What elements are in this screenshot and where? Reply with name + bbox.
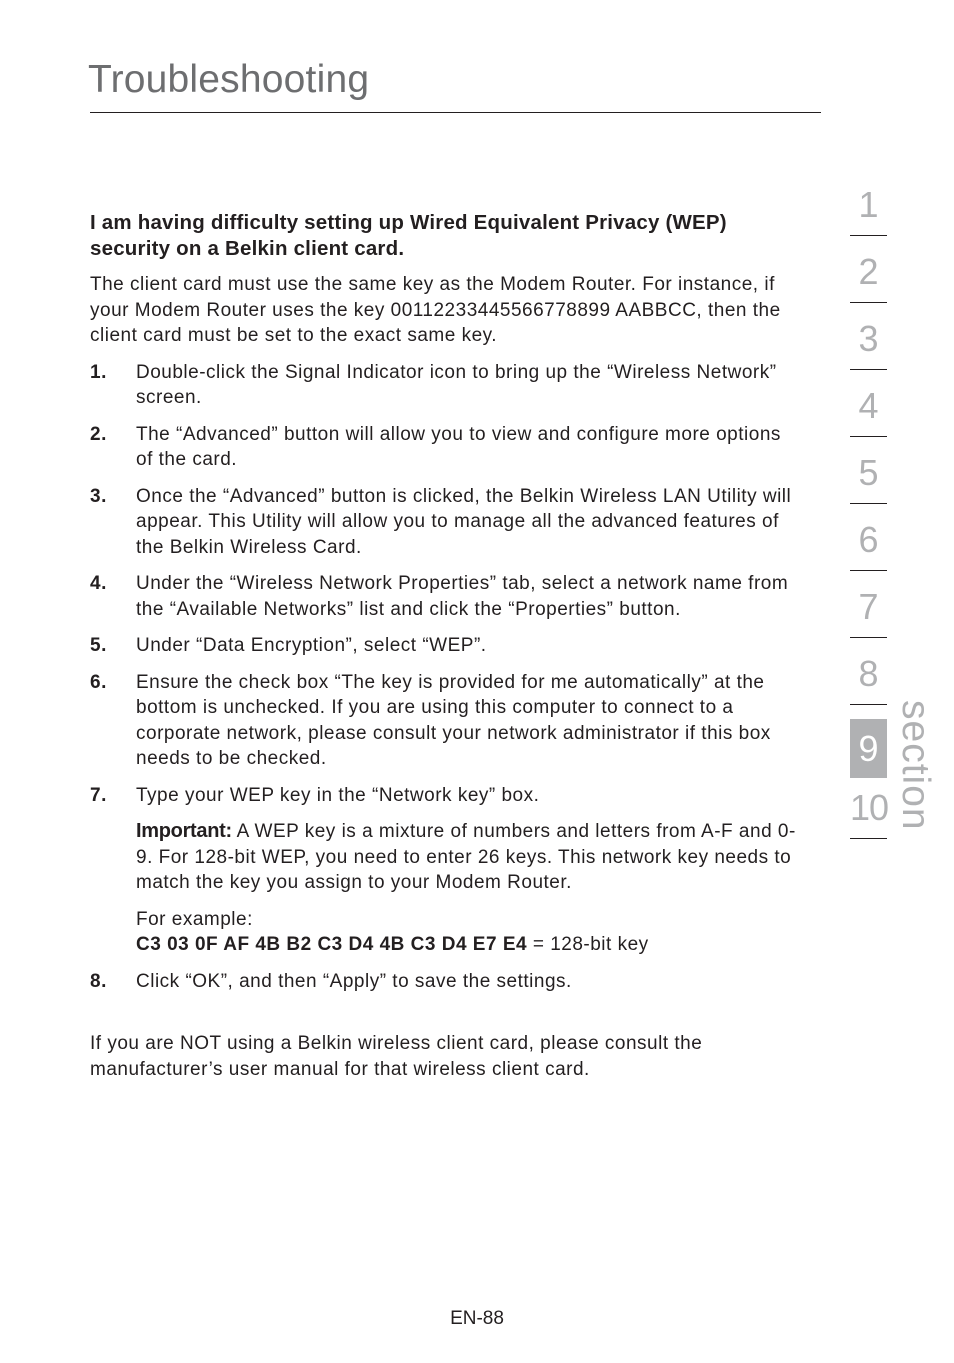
- list-item: [90, 969, 800, 995]
- step-number: 7.: [90, 784, 107, 806]
- section-tab-10[interactable]: 10: [850, 786, 887, 839]
- list-item: [90, 670, 800, 772]
- section-tab-3[interactable]: 3: [850, 317, 887, 370]
- section-tab-7[interactable]: 7: [850, 585, 887, 638]
- step-text: Ensure the check box “The key is provided for me automatically” at the bottom is unchecked. If you are using this computer to connect to a corporate network, please consult your network administrator if this box needs to be checked.: [136, 671, 771, 769]
- important-label: Important:: [136, 820, 232, 842]
- step-number: 8.: [90, 970, 107, 992]
- footer-note: If you are NOT using a Belkin wireless client card, please consult the manufacturer’s user manual for that wireless client card.: [90, 1033, 703, 1080]
- section-tabs: [850, 183, 887, 853]
- step-number: 1.: [90, 361, 107, 383]
- list-item: [90, 360, 800, 411]
- step-text: Once the “Advanced” button is clicked, the Belkin Wireless LAN Utility will appear. This Utility will allow you to manage all the advanced features of the Belkin Wireless Card.: [136, 485, 792, 558]
- step-text: Double-click the Signal Indicator icon to bring up the “Wireless Network” screen.: [136, 361, 777, 408]
- example-key: C3 03 0F AF 4B B2 C3 D4 4B C3 D4 E7 E4: [136, 934, 528, 955]
- step-text: Under “Data Encryption”, select “WEP”.: [136, 635, 487, 656]
- step-number: 5.: [90, 635, 107, 656]
- example-label: For example:: [136, 908, 253, 930]
- important-note: [136, 819, 800, 896]
- section-tab-1[interactable]: 1: [850, 183, 887, 236]
- section-tab-5[interactable]: 5: [850, 451, 887, 504]
- title-divider: [90, 112, 821, 113]
- list-item: [90, 783, 800, 958]
- example-suffix: = 128-bit key: [527, 934, 649, 955]
- step-text: Under the “Wireless Network Properties” tab, select a network name from the “Available Networks” list and click the “Properties” button.: [136, 573, 789, 620]
- section-tab-4[interactable]: 4: [850, 384, 887, 437]
- step-text: Type your WEP key in the “Network key” box.: [136, 784, 540, 806]
- section-label: section: [894, 700, 937, 831]
- section-tab-8[interactable]: 8: [850, 652, 887, 705]
- page-title: Troubleshooting: [88, 58, 370, 101]
- example-line: [136, 932, 800, 958]
- intro-paragraph: The client card must use the same key as the Modem Router. For instance, if your Modem Router uses the key 00112233445566778899 AABBCC, then the client card must be set to the exact same key.: [90, 274, 781, 346]
- page-number: EN-88: [450, 1308, 504, 1329]
- step-number: 2.: [90, 423, 107, 445]
- section-tab-2[interactable]: 2: [850, 250, 887, 303]
- step-number: 6.: [90, 671, 107, 693]
- important-text: A WEP key is a mixture of numbers and letters from A-F and 0-9. For 128-bit WEP, you need to enter 26 keys. This network key needs to match the key you assign to your Modem Router.: [136, 821, 796, 893]
- list-item: [90, 633, 800, 659]
- list-item: [90, 422, 800, 473]
- steps-list: [90, 360, 800, 995]
- step-number: 3.: [90, 485, 107, 507]
- section-tab-6[interactable]: 6: [850, 518, 887, 571]
- section-heading: I am having difficulty setting up Wired Equivalent Privacy (WEP) security on a Belkin client card.: [90, 211, 727, 260]
- list-item: [90, 571, 800, 622]
- example-block: [136, 907, 800, 958]
- step-text: The “Advanced” button will allow you to view and configure more options of the card.: [136, 423, 781, 470]
- step-text: Click “OK”, and then “Apply” to save the settings.: [136, 970, 572, 992]
- list-item: [90, 484, 800, 561]
- main-content: [90, 210, 800, 1101]
- section-tab-9-active[interactable]: 9: [850, 719, 887, 778]
- step-number: 4.: [90, 573, 107, 594]
